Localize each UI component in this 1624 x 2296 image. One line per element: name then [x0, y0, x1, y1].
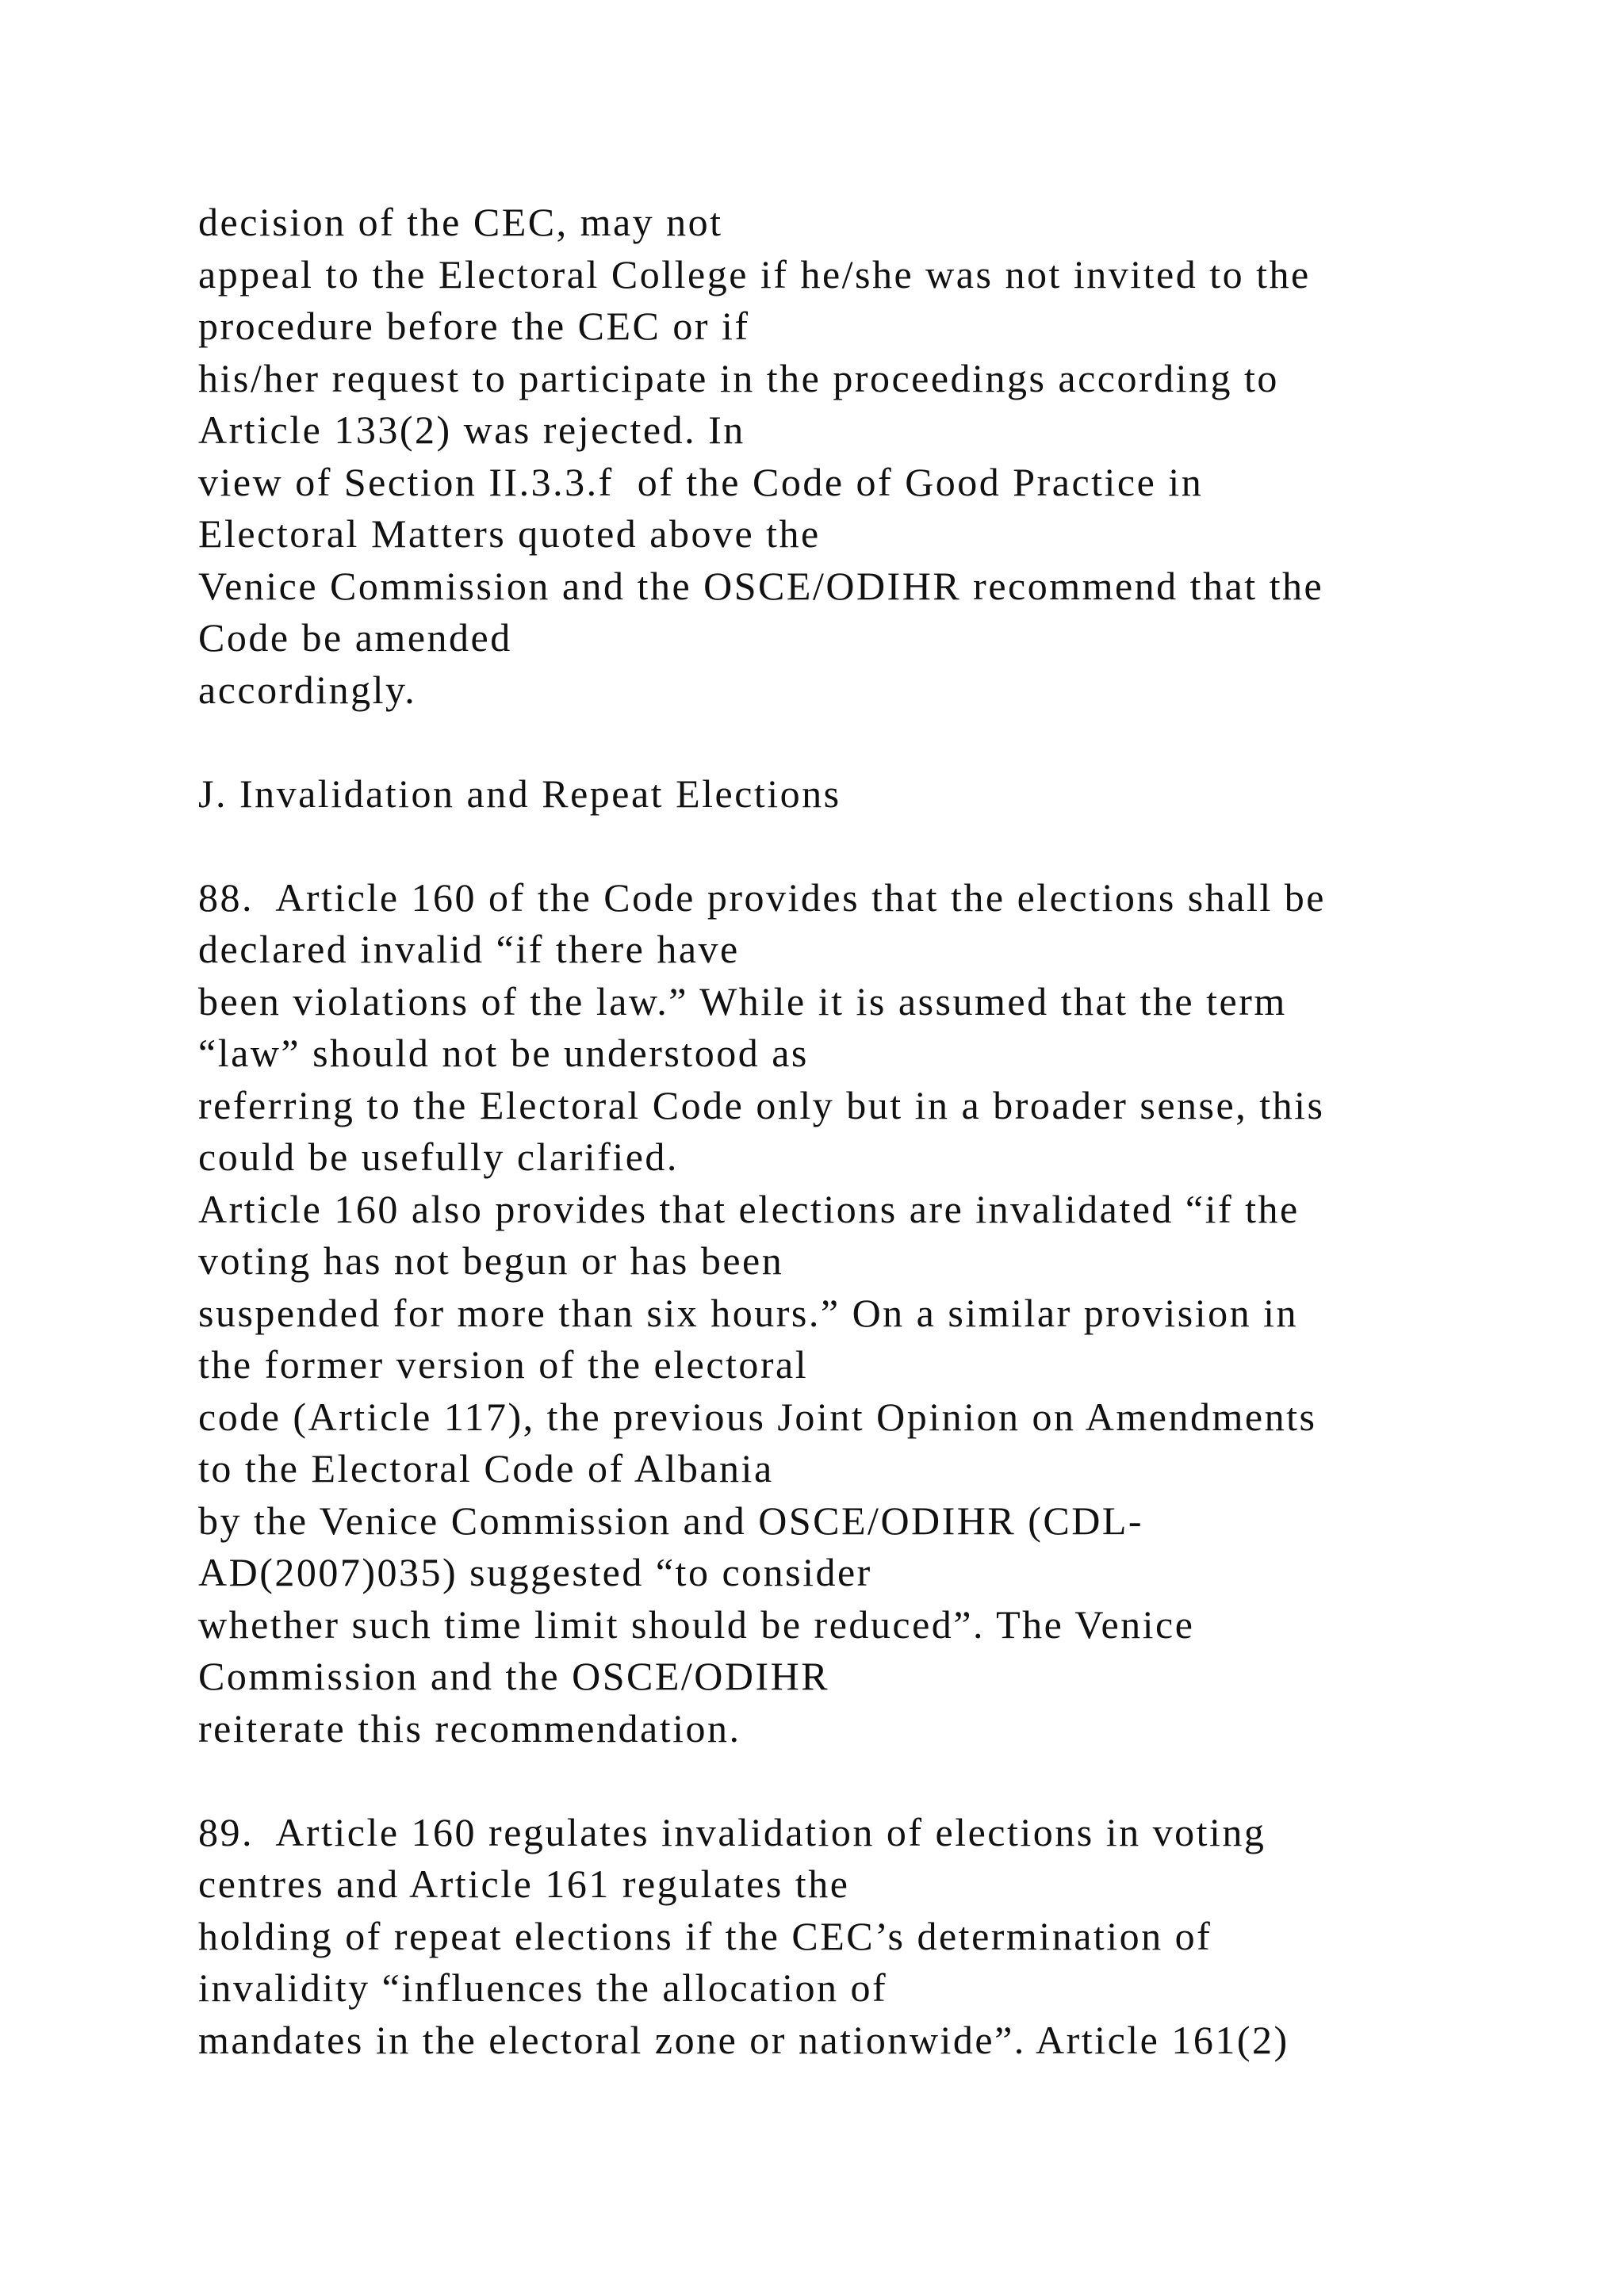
paragraph-gap — [198, 820, 1546, 872]
text-line: invalidity “influences the allocation of — [198, 1965, 888, 2010]
text-line: Article 160 also provides that elections are invalidated “if the — [198, 1186, 1300, 1231]
text-line: suspended for more than six hours.” On a similar provision in — [198, 1290, 1299, 1335]
paragraph-88 — [198, 872, 1546, 1755]
text-line: to the Electoral Code of Albania — [198, 1446, 774, 1490]
paragraph-gap — [198, 716, 1546, 768]
text-line: declared invalid “if there have — [198, 927, 740, 971]
text-line: accordingly. — [198, 667, 417, 712]
text-line: could be usefully clarified. — [198, 1135, 679, 1179]
text-line: “law” should not be understood as — [198, 1031, 809, 1075]
paragraph-89 — [198, 1807, 1546, 2067]
text-line: the former version of the electoral — [198, 1342, 809, 1387]
text-line: been violations of the law.” While it is assumed that the term — [198, 978, 1287, 1024]
text-line: procedure before the CEC or if — [198, 304, 750, 348]
paragraph-continuation — [198, 197, 1546, 716]
text-line: Commission and the OSCE/ODIHR — [198, 1654, 830, 1698]
text-line: whether such time limit should be reduced”. The Venice — [198, 1601, 1195, 1647]
text-line: Electoral Matters quoted above the — [198, 511, 821, 556]
heading-text: J. Invalidation and Repeat Elections — [198, 771, 841, 816]
text-line: code (Article 117), the previous Joint Opinion on Amendments — [198, 1394, 1317, 1439]
text-line: centres and Article 161 regulates the — [198, 1862, 850, 1906]
text-line: 89. Article 160 regulates invalidation of elections in voting — [198, 1809, 1266, 1854]
text-line: mandates in the electoral zone or nationwide”. Article 161(2) — [198, 2017, 1289, 2062]
text-line: his/her request to participate in the proceedings according to — [198, 355, 1279, 400]
text-line: Code be amended — [198, 615, 512, 660]
text-line: 88. Article 160 of the Code provides that the elections shall be — [198, 874, 1326, 920]
text-line: AD(2007)035) suggested “to consider — [198, 1550, 872, 1594]
text-line: by the Venice Commission and OSCE/ODIHR (CDL- — [198, 1498, 1144, 1543]
text-line: view of Section II.3.3.f of the Code of Good Practice in — [198, 459, 1204, 504]
text-line: appeal to the Electoral College if he/she was not invited to the — [198, 251, 1311, 297]
text-line: referring to the Electoral Code only but in a broader sense, this — [198, 1082, 1325, 1127]
document-page — [198, 197, 1546, 2066]
text-line: voting has not begun or has been — [198, 1238, 784, 1283]
text-line: holding of repeat elections if the CEC’s determination of — [198, 1913, 1212, 1958]
paragraph-gap — [198, 1755, 1546, 1807]
text-line: Venice Commission and the OSCE/ODIHR recommend that the — [198, 563, 1324, 608]
text-line: reiterate this recommendation. — [198, 1705, 741, 1751]
section-heading — [198, 768, 1546, 821]
text-line: decision of the CEC, may not — [198, 200, 723, 244]
text-line: Article 133(2) was rejected. In — [198, 408, 745, 452]
